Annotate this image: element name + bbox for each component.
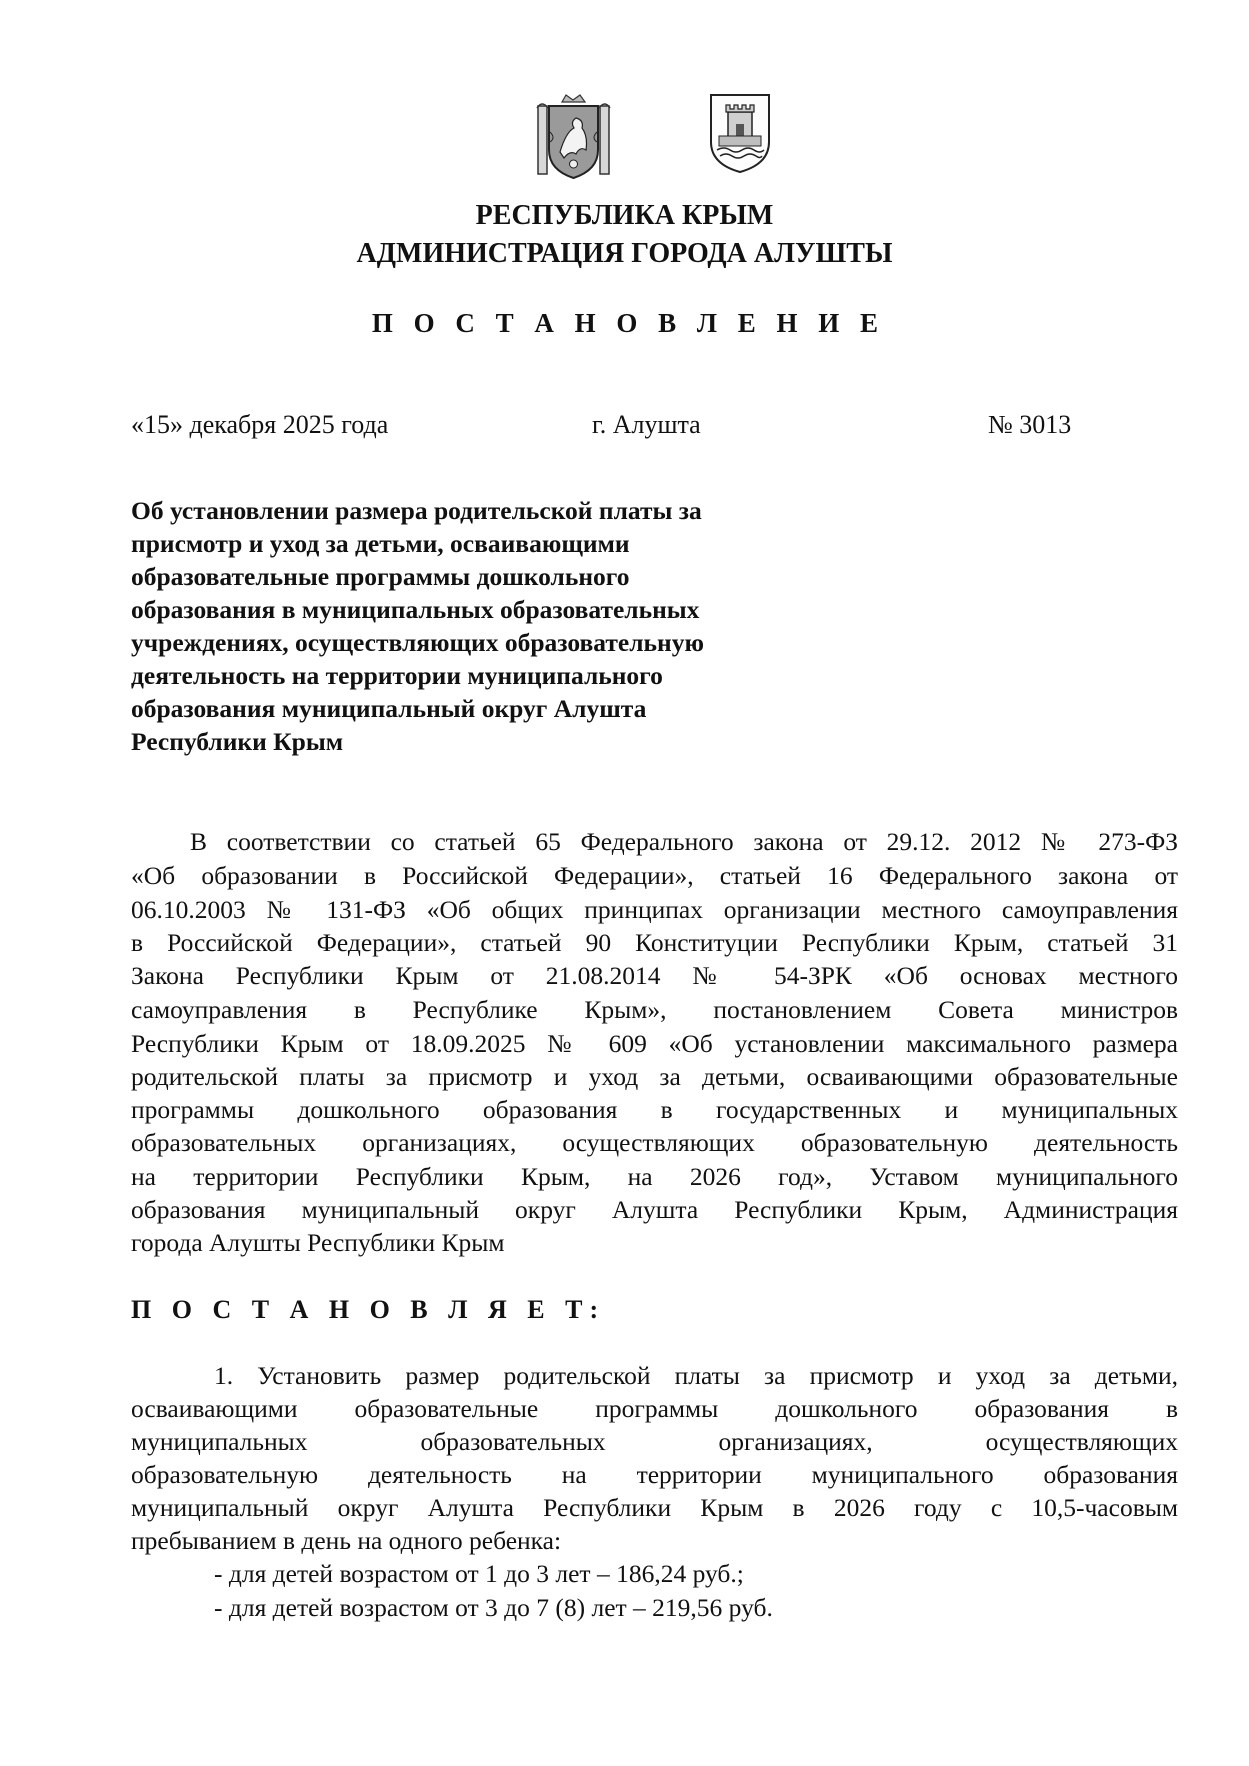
republic-heading: РЕСПУБЛИКА КРЫМ [475, 200, 774, 231]
preamble-line: на территории Республики Крым, на 2026 год», Уставом муниципального [131, 1162, 1178, 1191]
item1-line: пребыванием в день на одного ребенка: [131, 1526, 562, 1555]
preamble-line: в Российской Федерации», статьей 90 Конституции Республики Крым, статьей 31 [131, 928, 1178, 957]
item1-line: муниципальных образовательных организациях, осуществляющих [131, 1427, 1178, 1456]
subject-line: образования в муниципальных образовательных [131, 595, 700, 624]
crimea-coat-of-arms-icon [536, 92, 611, 180]
document-number: № 3013 [988, 410, 1072, 439]
administration-heading: АДМИНИСТРАЦИЯ ГОРОДА АЛУШТЫ [356, 238, 893, 269]
fee-line-age-1-3: - для детей возрастом от 1 до 3 лет – 186,24 руб.; [214, 1559, 744, 1588]
subject-line: Об установлении размера родительской платы за [131, 496, 702, 525]
subject-line: присмотр и уход за детьми, осваивающими [131, 529, 630, 558]
emblems-row [0, 92, 1249, 184]
preamble-line: родительской платы за присмотр и уход за детьми, осваивающими образовательные [131, 1062, 1178, 1091]
document-date: «15» декабря 2025 года [131, 410, 389, 439]
subject-line: Республики Крым [131, 727, 344, 756]
subject-line: деятельность на территории муниципального [131, 661, 663, 690]
alushta-coat-of-arms-icon [708, 92, 772, 174]
document-subject [131, 494, 811, 758]
subject-line: учреждениях, осуществляющих образовательную [131, 628, 704, 657]
item1-line: образовательную деятельность на территории муниципального образования [131, 1460, 1178, 1489]
preamble-line: «Об образовании в Российской Федерации», статьей 16 Федерального закона от [131, 861, 1178, 890]
preamble-line: образования муниципальный округ Алушта Республики Крым, Администрация [131, 1195, 1178, 1224]
subject-line: образования муниципальный округ Алушта [131, 694, 647, 723]
preamble-line: Республики Крым от 18.09.2025 № 609 «Об установлении максимального размера [131, 1029, 1178, 1058]
resolves-heading: П О С Т А Н О В Л Я Е Т: [131, 1295, 606, 1324]
document-city: г. Алушта [592, 410, 701, 439]
fee-line-age-3-7: - для детей возрастом от 3 до 7 (8) лет – 219,56 руб. [214, 1593, 773, 1622]
preamble-line: Закона Республики Крым от 21.08.2014 № 54-ЗРК «Об основах местного [131, 961, 1178, 990]
preamble-line: В соответствии со статьей 65 Федерального закона от 29.12. 2012 № 273-ФЗ [190, 827, 1178, 856]
preamble-line: 06.10.2003 № 131-ФЗ «Об общих принципах организации местного самоуправления [131, 895, 1178, 924]
document-type-title: П О С Т А Н О В Л Е Н И Е [371, 308, 886, 338]
item1-line: муниципальный округ Алушта Республики Крым в 2026 году с 10,5-часовым [131, 1493, 1178, 1522]
item1-line: осваивающими образовательные программы дошкольного образования в [131, 1394, 1178, 1423]
item1-line: 1. Установить размер родительской платы за присмотр и уход за детьми, [214, 1361, 1178, 1390]
preamble-line: самоуправления в Республике Крым», постановлением Совета министров [131, 995, 1178, 1024]
subject-line: образовательные программы дошкольного [131, 562, 630, 591]
preamble-line: города Алушты Республики Крым [131, 1228, 505, 1257]
preamble-line: образовательных организациях, осуществляющих образовательную деятельность [131, 1128, 1178, 1157]
preamble-line: программы дошкольного образования в государственных и муниципальных [131, 1095, 1178, 1124]
